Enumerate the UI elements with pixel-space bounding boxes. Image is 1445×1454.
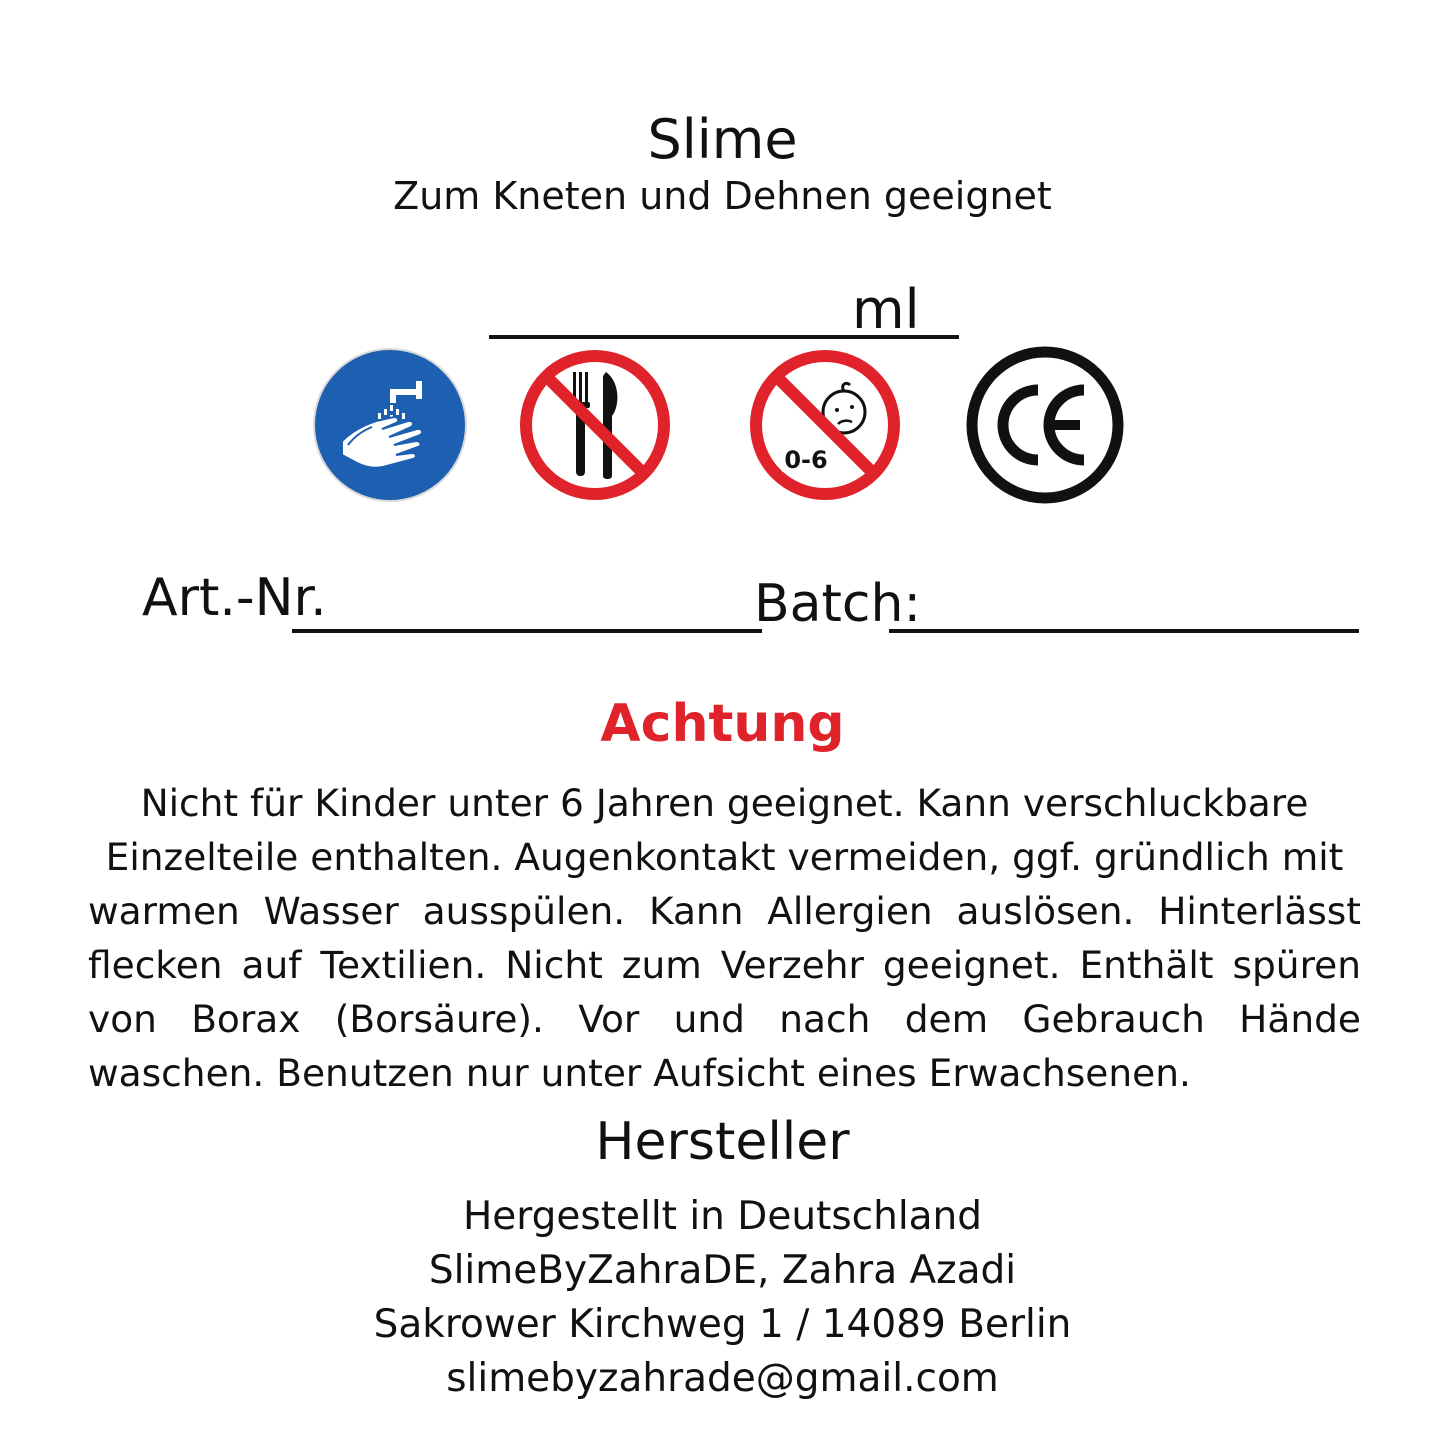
svg-text:0-6: 0-6 [784, 446, 828, 474]
warning-rest: warmen Wasser ausspülen. Kann Allergien auslösen. Hinterlässt flecken auf Textilien. Nicht zum Verzehr geeignet. Enthält spüren von Borax (Borsäure). Vor und nach dem Gebrauch Hände waschen. Benutzen nur unter Aufsicht eines Erwachsenen. [88, 889, 1361, 1095]
manufacturer-line-origin: Hergestellt in Deutschland [462, 1194, 983, 1239]
warning-line-2: Einzelteile enthalten. Augenkontakt vermeiden, ggf. gründlich mit [105, 835, 1344, 879]
warning-heading: Achtung [600, 694, 845, 754]
article-number-label: Art.-Nr. [142, 568, 327, 628]
hand-washing-icon [312, 347, 468, 503]
manufacturer-line-name: SlimeByZahraDE, Zahra Azadi [428, 1248, 1017, 1293]
not-for-children-0-6-icon [748, 348, 902, 502]
volume-line [489, 335, 959, 339]
warning-text [88, 776, 1361, 1100]
manufacturer-heading: Hersteller [595, 1112, 850, 1172]
manufacturer-email: slimebyzahrade@gmail.com [446, 1356, 999, 1401]
manufacturer-line-address: Sakrower Kirchweg 1 / 14089 Berlin [373, 1302, 1072, 1347]
batch-label: Batch: [754, 574, 921, 634]
ce-mark-icon [966, 346, 1124, 504]
product-title: Slime [647, 108, 798, 171]
warning-line-1: Nicht für Kinder unter 6 Jahren geeignet. Kann verschluckbare [140, 781, 1309, 825]
article-number-line [292, 629, 762, 633]
no-eating-icon [518, 348, 672, 502]
batch-line [889, 629, 1359, 633]
volume-unit: ml [852, 278, 920, 341]
product-subtitle: Zum Kneten und Dehnen geeignet [393, 174, 1052, 218]
